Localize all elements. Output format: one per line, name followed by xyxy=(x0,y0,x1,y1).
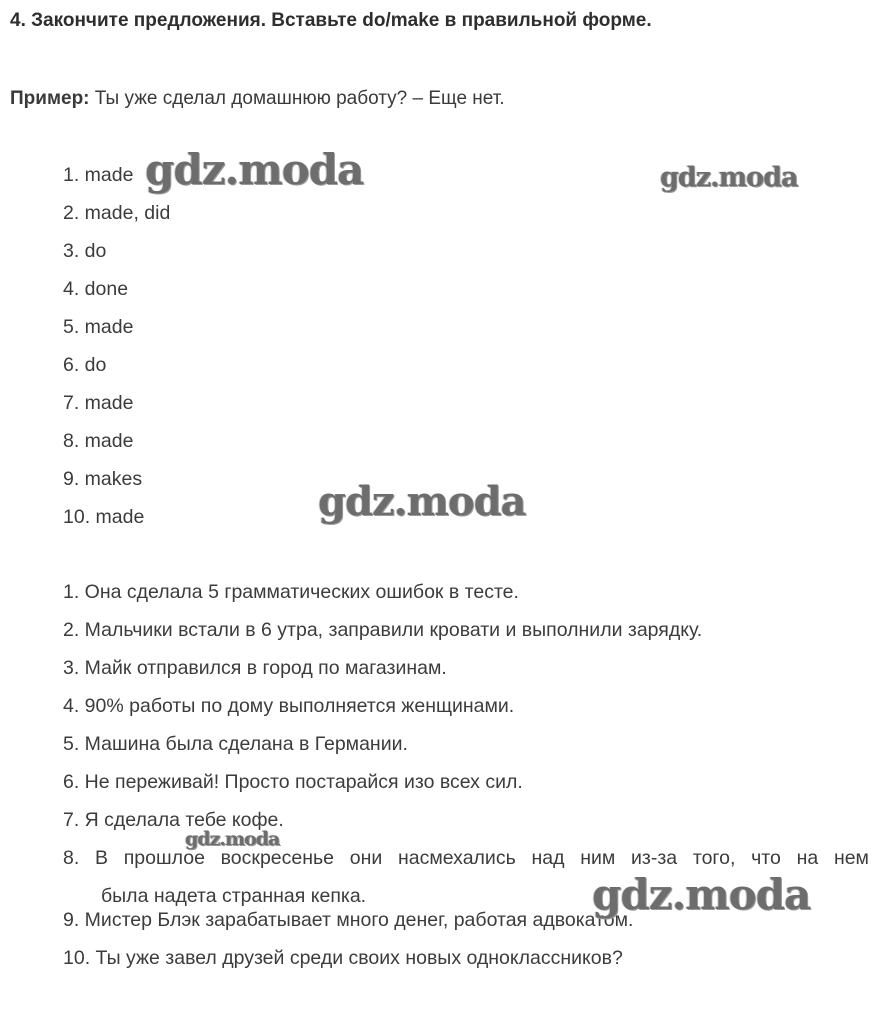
word: прошлое xyxy=(123,847,205,869)
answer-item: 8. made xyxy=(63,430,134,452)
word: из-за xyxy=(631,847,678,869)
translation-item: 1. Она сделала 5 грамматических ошибок в тесте. xyxy=(63,581,519,603)
translation-item: 7. Я сделала тебе кофе. xyxy=(63,809,284,831)
translation-item: 3. Майк отправился в город по магазинам. xyxy=(63,657,447,679)
watermark: gdz.moda xyxy=(660,162,798,193)
answer-item: 4. done xyxy=(63,278,129,300)
example-label: Пример: xyxy=(10,88,90,109)
translation-item: 2. Мальчики встали в 6 утра, заправили кровати и выполнили зарядку. xyxy=(63,619,703,641)
translation-item: 6. Не переживай! Просто постарайся изо всех сил. xyxy=(63,771,523,793)
example-text: Ты уже сделал домашнюю работу? – Еще нет. xyxy=(89,88,505,109)
word: на xyxy=(796,847,819,869)
translation-item: 9. Мистер Блэк зарабатывает много денег, работая адвокатом. xyxy=(63,909,634,931)
word: В xyxy=(95,847,109,869)
word: ним xyxy=(580,847,616,869)
answer-item: 9. makes xyxy=(63,468,143,490)
translation-item: 4. 90% работы по дому выполняется женщинами. xyxy=(63,695,515,717)
word: они xyxy=(349,847,383,869)
exercise-title: 4. Закончите предложения. Вставьте do/make в правильной форме. xyxy=(10,10,652,31)
watermark: gdz.moda xyxy=(185,828,280,850)
answer-item: 2. made, did xyxy=(63,202,171,224)
translation-item: 10. Ты уже завел друзей среди своих новых одноклассников? xyxy=(63,947,623,969)
example-line xyxy=(10,88,505,110)
answer-item: 5. made xyxy=(63,316,134,338)
answer-item: 6. do xyxy=(63,354,107,376)
answer-item: 3. do xyxy=(63,240,107,262)
watermark: gdz.moda xyxy=(318,478,526,525)
translations-list xyxy=(63,580,869,984)
word: того, xyxy=(692,847,736,869)
word: что xyxy=(751,847,781,869)
translation-item: 5. Машина была сделана в Германии. xyxy=(63,733,408,755)
word: нем xyxy=(833,847,869,869)
answer-item: 7. made xyxy=(63,392,134,414)
word: воскресенье xyxy=(220,847,334,869)
word: над xyxy=(531,847,565,869)
answer-item: 10. made xyxy=(63,506,145,528)
word: насмехались xyxy=(397,847,516,869)
word: 8. xyxy=(63,847,80,869)
watermark: gdz.moda xyxy=(145,145,364,194)
translation-continuation: была надета странная кепка. xyxy=(101,885,367,907)
answers-list xyxy=(63,163,170,543)
watermark: gdz.moda xyxy=(592,870,811,919)
answer-item: 1. made xyxy=(63,164,134,186)
